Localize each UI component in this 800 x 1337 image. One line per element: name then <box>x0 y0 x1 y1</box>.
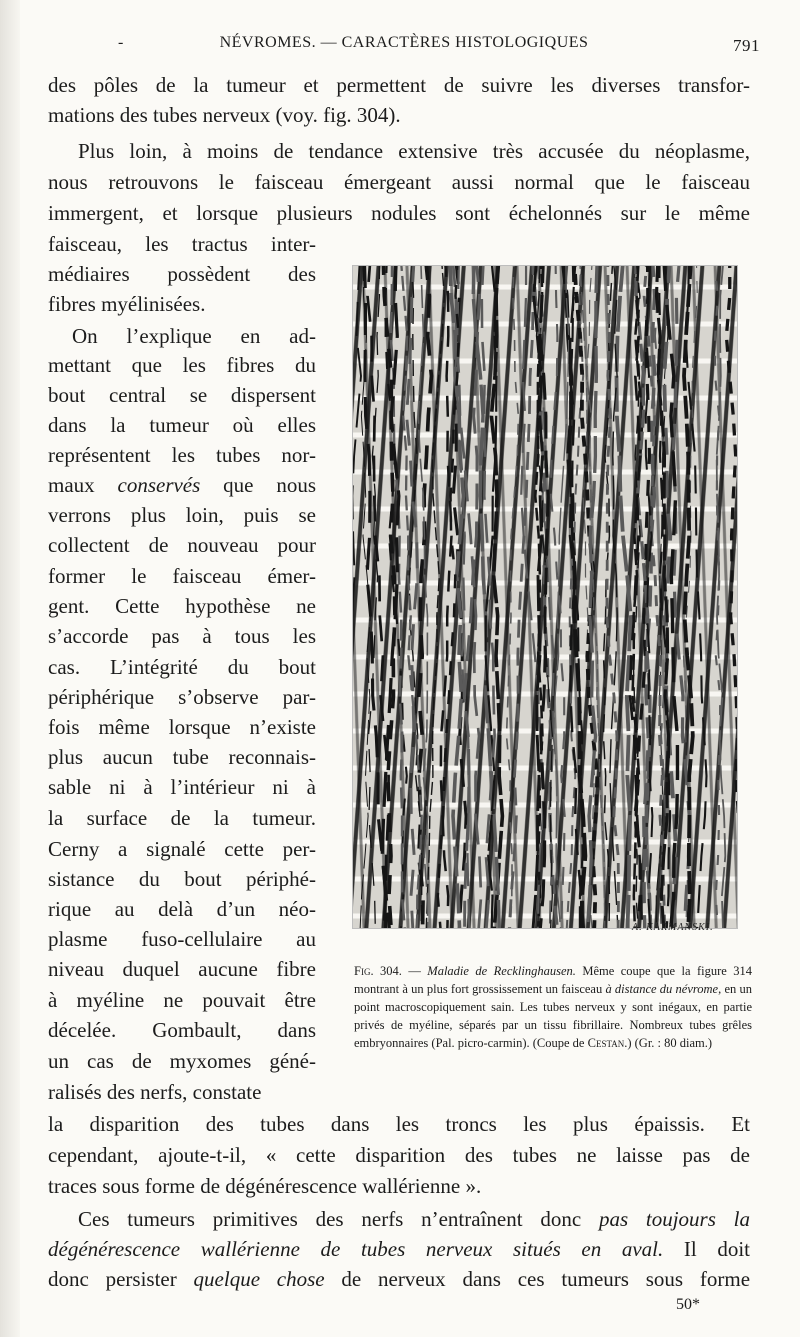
text-line: gent. Cette hypothèse ne <box>48 594 316 618</box>
text-line: médiaires possèdent des <box>48 262 316 286</box>
nerve-fiber-stroke <box>441 266 452 928</box>
text-span: Ces tumeurs primitives des nerfs n’entraînent donc <box>78 1207 582 1231</box>
page-number: 791 <box>733 36 760 55</box>
text-line: périphérique s’observe par- <box>48 685 316 709</box>
nerve-fiber-stroke <box>426 266 444 928</box>
text-line: un cas de myxomes géné- <box>48 1049 316 1073</box>
nerve-fiber-stroke <box>617 266 631 928</box>
text-line: s’accorde pas à tous les <box>48 624 316 648</box>
text-line: sistance du bout périphé- <box>48 867 316 891</box>
nerve-fiber-stroke <box>353 266 361 928</box>
nerve-fiber-stroke <box>726 266 737 928</box>
text-line: rique au delà d’un néo- <box>48 897 316 921</box>
text-line: Cerny a signalé cette per- <box>48 837 316 861</box>
text-line: cas. L’intégrité du bout <box>48 655 316 679</box>
text-line <box>48 1239 750 1260</box>
text-line: On l’explique en ad- <box>72 324 316 348</box>
text-line: ralisés des nerfs, constate <box>48 1080 262 1104</box>
text-line: la surface de la tumeur. <box>48 806 316 830</box>
text-line: représentent les tubes nor- <box>48 443 316 467</box>
nerve-fiber-stroke <box>553 266 569 928</box>
text-line: sable ni à l’intérieur ni à <box>48 775 316 799</box>
text-line <box>78 1209 750 1230</box>
text-span: que nous <box>223 473 316 497</box>
text-line <box>48 1269 750 1290</box>
text-span: Il doit <box>683 1237 751 1261</box>
emphasis: pas toujours la <box>598 1207 751 1231</box>
nerve-fiber-stroke <box>714 266 721 928</box>
engraver-signature: A. KARMANSKI. <box>632 922 714 933</box>
caption-text: Même coupe que la figure 314 montrant à un plus fort grossissement un faisceau <box>354 964 753 996</box>
text-span: de nerveux dans ces tumeurs sous forme <box>341 1267 751 1291</box>
text-line: immergent, et lorsque plusieurs nodules sont échelonnés sur le même <box>48 201 750 225</box>
caption-label: Fig. 304. <box>354 964 402 978</box>
scan-edge <box>0 0 20 1337</box>
header-dash: - <box>118 34 124 51</box>
histology-figure <box>352 265 738 929</box>
text-span: maux <box>48 473 95 497</box>
text-line: fibres myélinisées. <box>48 292 206 316</box>
emphasis: conservés <box>117 473 201 497</box>
text-line: plus aucun tube reconnais- <box>48 745 316 769</box>
text-line: fois même lorsque n’existe <box>48 715 316 739</box>
text-line: décelée. Gombault, dans <box>48 1018 316 1042</box>
text-line: dans la tumeur où elles <box>48 413 316 437</box>
caption-text: , en un point macroscopiquement sain. Les tubes nerveux y sont inégaux, en partie privés de myéline, séparés par un tissu fibrillaire. Nombreux tubes grêles embryonnaires (Pal. picro-carmin). (Coupe de <box>354 982 752 1050</box>
text-line: plasme fuso-cellulaire au <box>48 927 316 951</box>
header-title: NÉVROMES. — CARACTÈRES HISTOLOGIQUES <box>219 34 589 51</box>
nerve-fiber-stroke <box>717 266 726 928</box>
text-line: mations des tubes nerveux (voy. fig. 304). <box>48 103 401 127</box>
nerve-fiber-stroke <box>383 266 395 928</box>
caption-text: .) (Gr. : 80 diam.) <box>624 1036 713 1050</box>
text-line: collectent de nouveau pour <box>48 533 316 557</box>
text-line: Plus loin, à moins de tendance extensive très accusée du néoplasme, <box>78 139 750 163</box>
text-line: cependant, ajoute-t-il, « cette disparition des tubes ne laisse pas de <box>48 1143 750 1167</box>
emphasis: dégénérescence wallérienne de tubes nerveux situés en aval. <box>48 1237 664 1261</box>
text-line: mettant que les fibres du <box>48 353 316 377</box>
nerve-fiber-stroke <box>360 266 371 928</box>
caption-emphasis: à distance du névrome <box>605 982 719 996</box>
text-line: la disparition des tubes dans les troncs les plus épaissis. Et <box>48 1112 750 1136</box>
figure-caption: Fig. 304. — Maladie de Recklinghausen. Même coupe que la figure 314 montrant à un plus fort grossissement un faisceau à distance du névrome, en un point macroscopiquement sain. Les tubes nerveux y sont inégaux, en partie privés de myéline, séparés par un tissu fibrillaire. Nombreux tubes grêles embryonnaires (Pal. picro-carmin). (Coupe de Cestan.) (Gr. : 80 diam.) <box>354 964 753 1050</box>
text-line: verrons plus loin, puis se <box>48 503 316 527</box>
signature-mark: 50* <box>676 1296 700 1313</box>
text-line: à myéline ne pouvait être <box>48 988 316 1012</box>
caption-author: Cestan <box>587 1036 625 1050</box>
text-line: former le faisceau émer- <box>48 564 316 588</box>
running-header <box>48 30 760 60</box>
emphasis: quelque chose <box>193 1267 325 1291</box>
text-line: des pôles de la tumeur et permettent de suivre les diverses transfor- <box>48 73 750 97</box>
text-span: donc persister <box>48 1267 177 1291</box>
text-line: niveau duquel aucune fibre <box>48 957 316 981</box>
text-line: faisceau, les tractus inter- <box>48 232 316 256</box>
nerve-fiber-stroke <box>407 266 418 928</box>
nerve-fibers-illustration <box>353 266 737 928</box>
caption-title: Maladie de Recklinghausen. <box>427 964 576 978</box>
text-line: traces sous forme de dégénérescence wallérienne ». <box>48 1174 482 1198</box>
text-line: nous retrouvons le faisceau émergeant aussi normal que le faisceau <box>48 170 750 194</box>
text-line <box>48 475 316 496</box>
text-line: bout central se dispersent <box>48 383 316 407</box>
